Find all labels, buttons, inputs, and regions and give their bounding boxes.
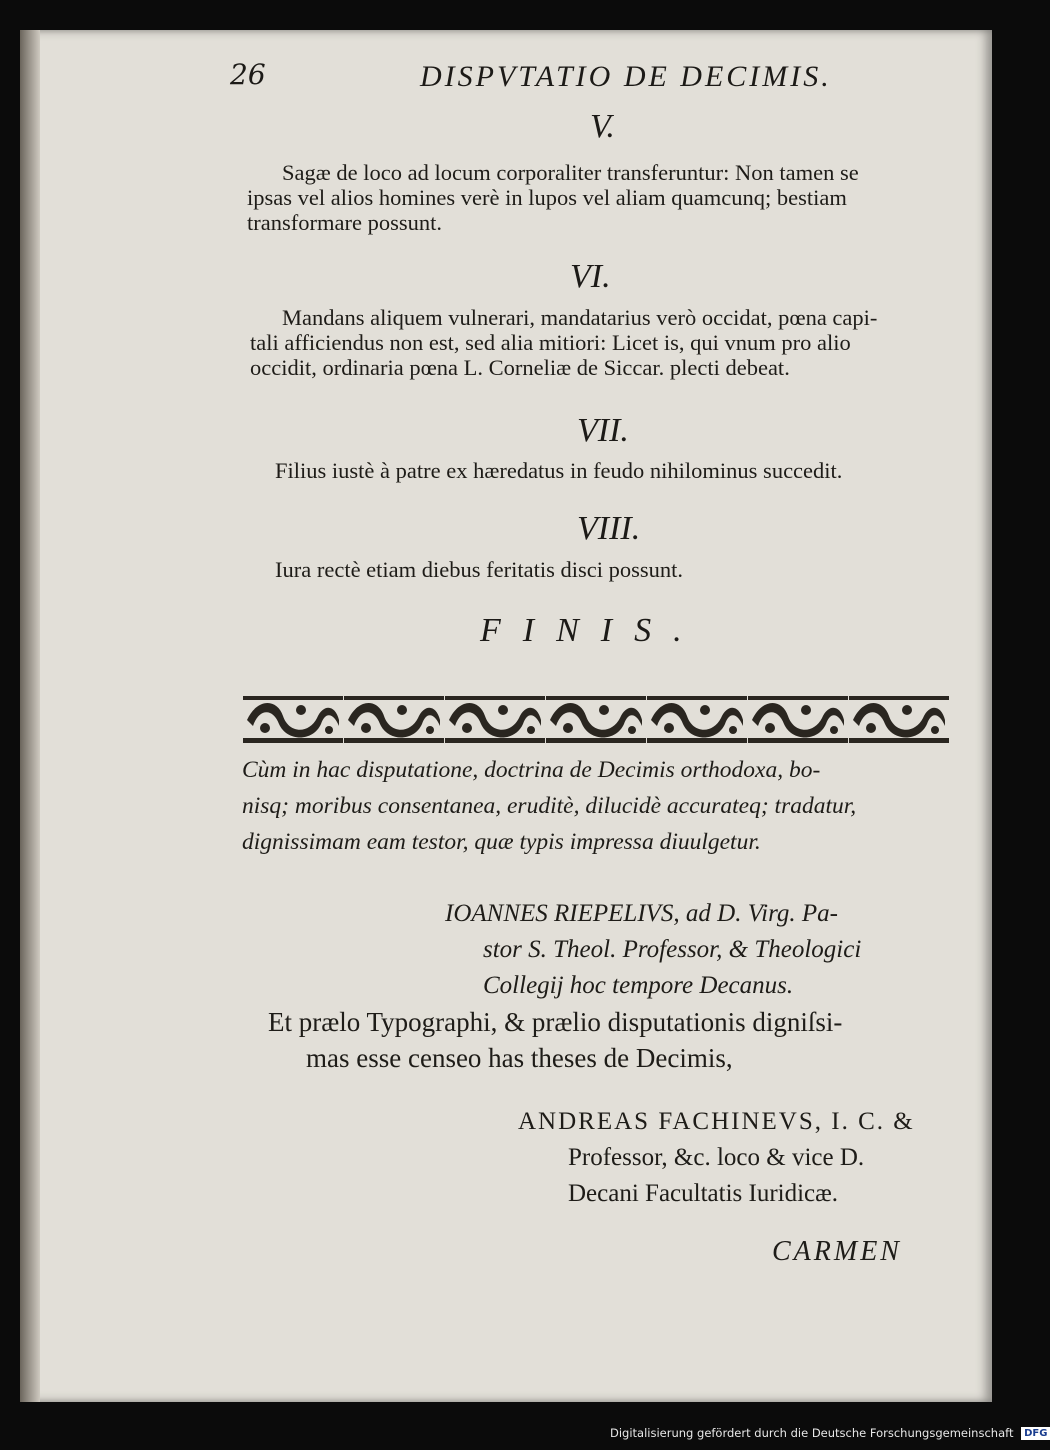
approbation-line: dignissimam eam testor, quæ typis impressa diuulgetur. bbox=[242, 829, 761, 855]
running-title: DISPVTATIO DE DECIMIS. bbox=[420, 60, 832, 93]
dfg-logo: DFG bbox=[1021, 1427, 1050, 1440]
thesis-numeral: VI. bbox=[570, 258, 611, 295]
approbation-line: Cùm in hac disputatione, doctrina de Decimis orthodoxa, bo- bbox=[242, 757, 821, 783]
statement-second bbox=[268, 1004, 958, 1076]
page-gutter bbox=[20, 30, 40, 1402]
statement-line: Et prælo Typographi, & prælio disputationis digniſsi- bbox=[268, 1007, 843, 1037]
thesis-text bbox=[250, 305, 970, 380]
thesis-text bbox=[247, 160, 967, 235]
thesis-numeral: VIII. bbox=[577, 510, 641, 547]
thesis-text bbox=[275, 557, 965, 582]
thesis-line: transformare possunt. bbox=[247, 210, 442, 235]
thesis-line: Iura rectè etiam diebus feritatis disci possunt. bbox=[275, 557, 683, 582]
approbation-text bbox=[242, 752, 957, 860]
signature-line: ANDREAS FACHINEVS, I. C. & bbox=[518, 1108, 915, 1135]
signature-line: Decani Facultatis Iuridicæ. bbox=[568, 1180, 839, 1207]
signature-line: Collegij hoc tempore Decanus. bbox=[483, 972, 794, 999]
signature-line: Professor, &c. loco & vice D. bbox=[568, 1144, 865, 1171]
thesis-text bbox=[275, 458, 965, 483]
thesis-line: ipsas vel alios homines verè in lupos vel aliam quamcunq; bestiam bbox=[247, 185, 847, 210]
thesis-line: Filius iustè à patre ex hæredatus in feudo nihilominus succedit. bbox=[275, 458, 843, 483]
page-header bbox=[230, 58, 950, 98]
statement-line: mas esse censeo has theses de Decimis, bbox=[306, 1043, 733, 1073]
signature-fachineus bbox=[518, 1104, 958, 1212]
thesis-line: Sagæ de loco ad locum corporaliter transferuntur: Non tamen se bbox=[282, 160, 859, 185]
catchword: CARMEN bbox=[772, 1236, 902, 1267]
thesis-numeral: VII. bbox=[577, 412, 629, 449]
signature-line: stor S. Theol. Professor, & Theologici bbox=[483, 936, 862, 963]
thesis-line: tali afficiendus non est, sed alia mitiori: Licet is, qui vnum pro alio bbox=[250, 330, 851, 355]
approbation-line: nisq; moribus consentanea, eruditè, dilucidè accurateq; tradatur, bbox=[242, 793, 857, 819]
credit-text: Digitalisierung gefördert durch die Deutsche Forschungsgemeinschaft bbox=[610, 1426, 1014, 1440]
thesis-numeral: V. bbox=[590, 108, 615, 145]
page-number: 26 bbox=[230, 58, 266, 91]
ornament-piece bbox=[243, 696, 343, 743]
thesis-line: Mandans aliquem vulnerari, mandatarius verò occidat, pœna capi- bbox=[282, 305, 878, 330]
printer-ornament-band bbox=[243, 690, 953, 748]
digitization-credit bbox=[610, 1426, 1048, 1448]
signature-riepelius bbox=[445, 896, 955, 1004]
signature-line: IOANNES RIEPELIVS, ad D. Virg. Pa- bbox=[445, 900, 838, 927]
thesis-line: occidit, ordinaria pœna L. Corneliæ de Siccar. plecti debeat. bbox=[250, 355, 790, 380]
finis-heading: FINIS. bbox=[480, 612, 704, 649]
